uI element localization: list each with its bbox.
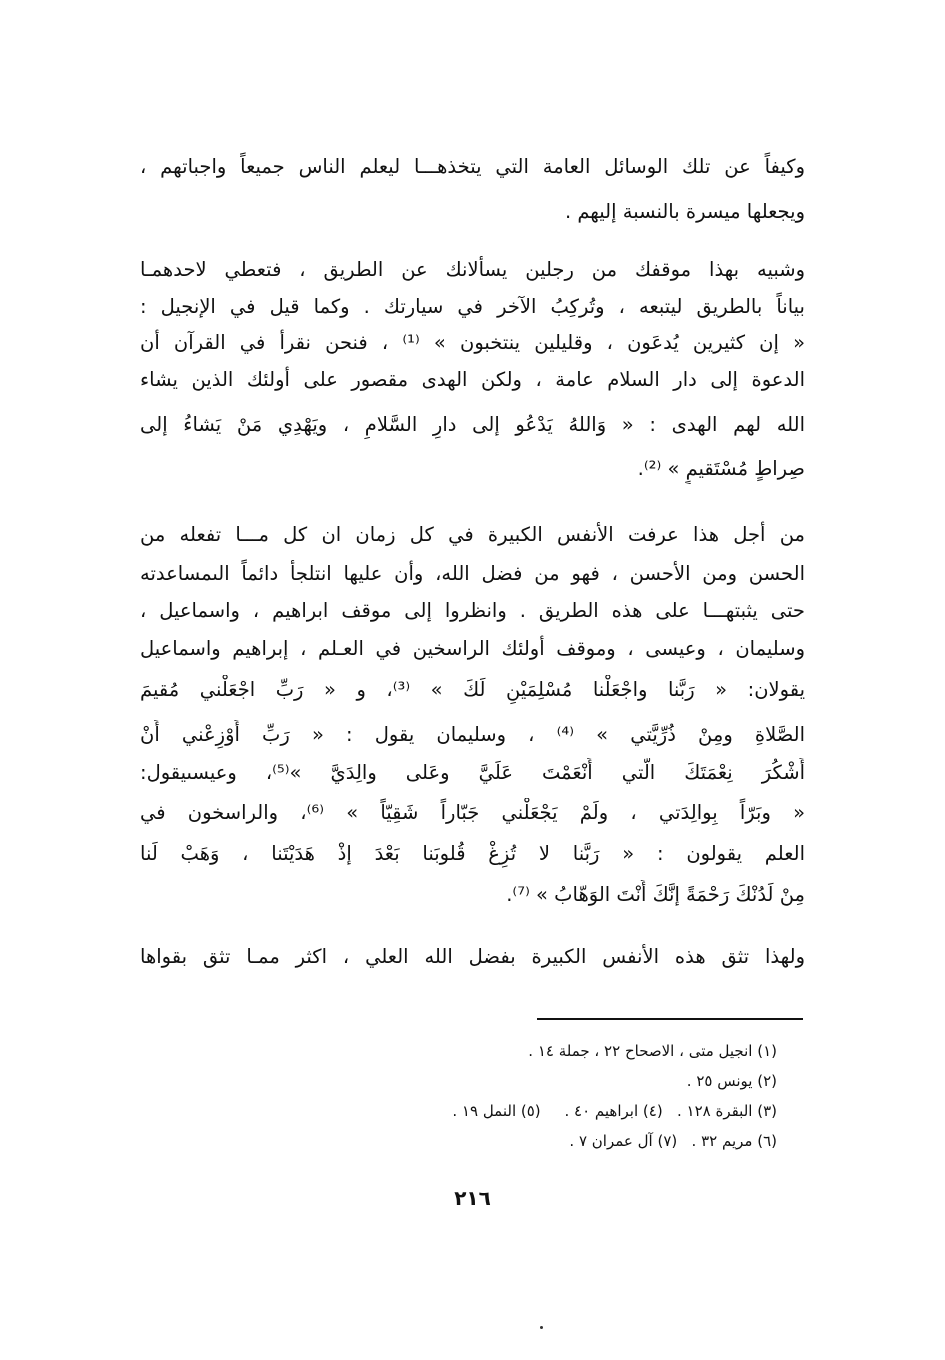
paragraph-3-line-3: حتى يثبتهـــا على هذه الطريق . وانظروا إلى موقف ابراهيم ، واسماعيل ، [140,599,805,622]
paragraph-3-line-1: من أجل هذا عرفت الأنفس الكبيرة في كل زمان ان كل مـــا تفعله من [140,523,805,546]
paragraph-3-line-2: الحسن ومن الأحسن ، فهو من فضل الله، وأن عليها انتلجأ دائماً الىمساعدته [140,562,805,585]
footnote-4: (٦) مريم ٣٢ . (٧) آل عمران ٧ . [569,1132,777,1150]
paragraph-3-line-9: العلم يقولون : « رَبَّنا لا تُزِغْ قُلوبَنا بَعْدَ إذْ هَدَيْتَنا ، وَهَبْ لَنا [140,842,805,865]
scan-speck [540,1326,543,1329]
footnote-3: (٣) البقرة ١٢٨ . (٤) ابراهيم ٤٠ . (٥) النمل ١٩ . [452,1102,777,1120]
paragraph-2-line-2: بياناً بالطريق ليتبعه ، وتُركِبُ الآخر في سيارتك . وكما قيل في الإنجيل : [140,295,805,318]
paragraph-3-line-10: مِنْ لَدُنْكَ رَحْمَةً إنَّكَ أَنْتَ الوَهّابُ » ⁽⁷⁾. [506,883,805,906]
paragraph-2-line-3: « إن كثيرين يُدعَون ، وقليلين ينتخبون » ⁽¹⁾ ، فنحن نقرأ في القرآن أن [140,331,805,354]
paragraph-2-line-5: الله لهم الهدى : « وَاللهُ يَدْعُو إلى دارِ السَّلامِ ، ويَهْدِي مَنْ يَشاءُ إلى [140,413,805,436]
paragraph-2-line-1: وشبيه بهذا موقفك من رجلين يسألانك عن الطريق ، فتعطي لاحدهمـا [140,258,805,281]
paragraph-3-line-7: أَشْكُرَ نِعْمَتَكَ الَّتي أَنْعَمْتَ عَلَيَّ وعَلى والِدَيَّ »⁽⁵⁾، وعيسىيقول: [140,761,805,784]
paragraph-4-line-1: ولهذا تثق هذه الأنفس الكبيرة بفضل الله العلي ، اكثر ممـا تثق بقواها [140,945,805,968]
footnote-1: (١) انجيل متى ، الاصحاح ٢٢ ، جملة ١٤ . [528,1042,777,1060]
footnote-2: (٢) يونس ٢٥ . [686,1072,777,1090]
paragraph-3-line-5: يقولان: « رَبَّنا واجْعَلْنا مُسْلِمَيْنِ لَكَ » ⁽³⁾، و « رَبِّ اجْعَلْني مُقيمَ [140,678,805,701]
paragraph-2-line-4: الدعوة إلى دار السلام عامة ، ولكن الهدى مقصور على أولئك الذين يشاء [140,368,805,391]
paragraph-1-line-2: ويجعلها ميسرة بالنسبة إليهم . [564,200,805,223]
paragraph-3-line-6: الصَّلاةِ ومِنْ ذُرِّيَّتي » ⁽⁴⁾ ، وسليمان يقول : « رَبِّ أَوْزِعْني أَنْ [140,723,805,746]
paragraph-3-line-8: « وبَرّاً بِوالِدَتي ، ولَمْ يَجْعَلْني جَبّاراً شَقِيّاً » ⁽⁶⁾، والراسخون في [140,801,805,824]
page-number: ٢١٦ [454,1186,491,1210]
paragraph-3-line-4: وسليمان ، وعيسى ، وموقف أولئك الراسخين في العـلم ، إبراهيم واسماعيل [140,637,805,660]
paragraph-1-line-1: وكيفاً عن تلك الوسائل العامة التي يتخذهـــا ليعلم الناس جميعاً واجباتهم ، [140,155,805,178]
footnote-separator [537,1018,803,1020]
paragraph-2-line-6: صِراطٍ مُسْتَقيمٍ » ⁽²⁾. [637,457,805,480]
